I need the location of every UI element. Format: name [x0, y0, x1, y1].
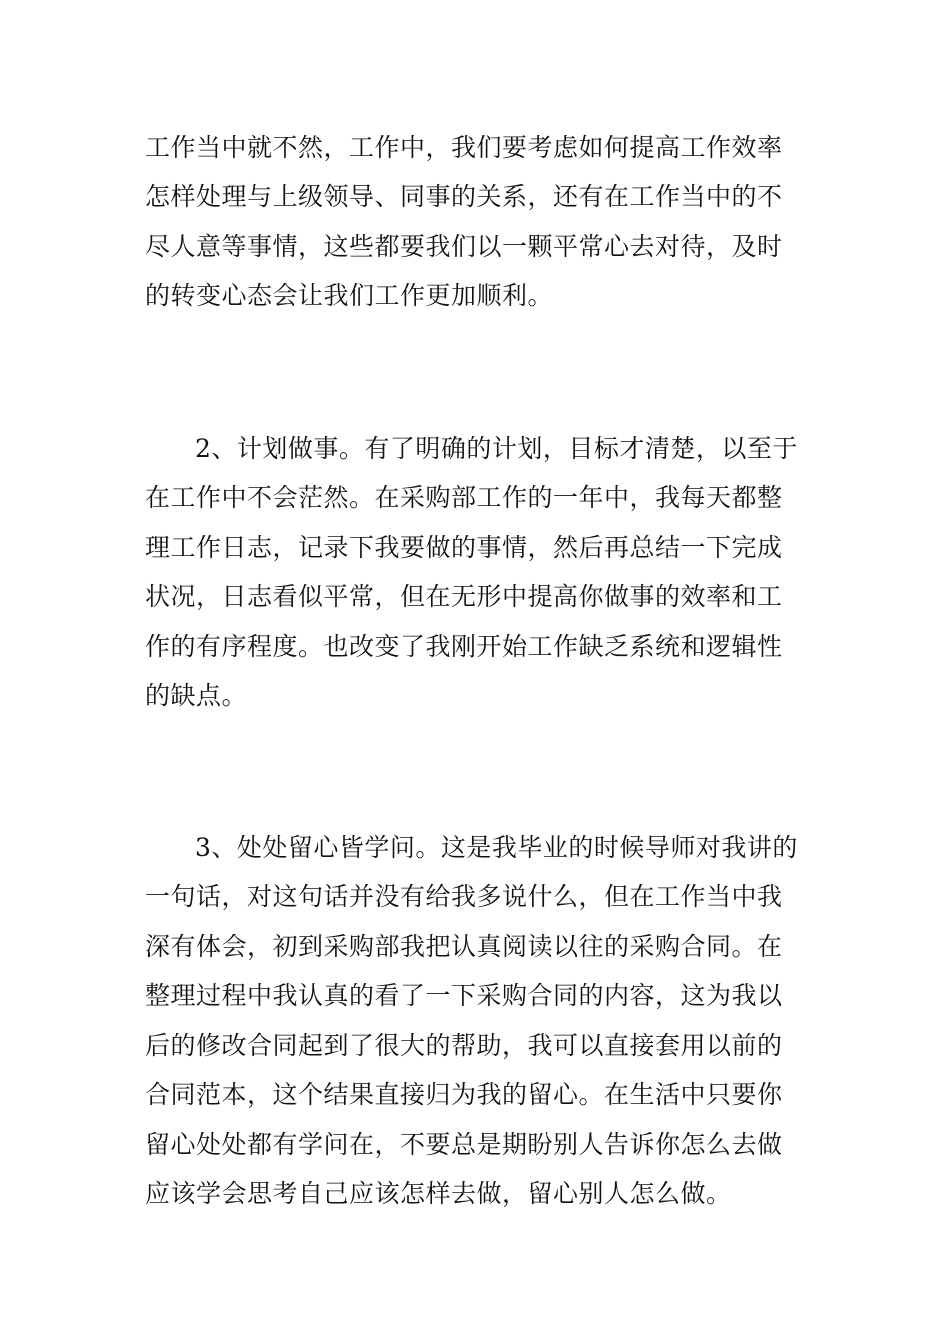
text-line: 整理过程中我认真的看了一下采购合同的内容，这为我以: [145, 981, 783, 1010]
text-line: 后的修改合同起到了很大的帮助，我可以直接套用以前的: [145, 1031, 783, 1060]
text-line: 理工作日志，记录下我要做的事情，然后再总结一下完成: [145, 533, 783, 562]
text-line: 在工作中不会茫然。在采购部工作的一年中，我每天都整: [145, 483, 783, 512]
text-line: 深有体会，初到采购部我把认真阅读以往的采购合同。在: [145, 932, 783, 961]
text-line: 的缺点。: [145, 681, 248, 710]
text-line: 工作当中就不然，工作中，我们要考虑如何提高工作效率: [145, 133, 783, 162]
text-line: 一句话，对这句话并没有给我多说什么，但在工作当中我: [145, 882, 783, 911]
text-line: 作的有序程度。也改变了我刚开始工作缺乏系统和逻辑性: [145, 632, 783, 661]
text-line: 2、计划做事。有了明确的计划，目标才清楚，以至于: [195, 434, 798, 463]
text-line: 应该学会思考自己应该怎样去做，留心别人怎么做。: [145, 1179, 732, 1208]
text-line: 状况，日志看似平常，但在无形中提高你做事的效率和工: [145, 582, 783, 611]
text-line: 尽人意等事情，这些都要我们以一颗平常心去对待，及时: [145, 232, 783, 261]
text-line: 合同范本，这个结果直接归为我的留心。在生活中只要你: [145, 1080, 783, 1109]
text-line: 怎样处理与上级领导、同事的关系，还有在工作当中的不: [145, 182, 783, 211]
text-line: 的转变心态会让我们工作更加顺利。: [145, 281, 554, 310]
text-line: 3、处处留心皆学问。这是我毕业的时候导师对我讲的: [195, 833, 798, 862]
text-line: 留心处处都有学问在，不要总是期盼别人告诉你怎么去做: [145, 1130, 783, 1159]
